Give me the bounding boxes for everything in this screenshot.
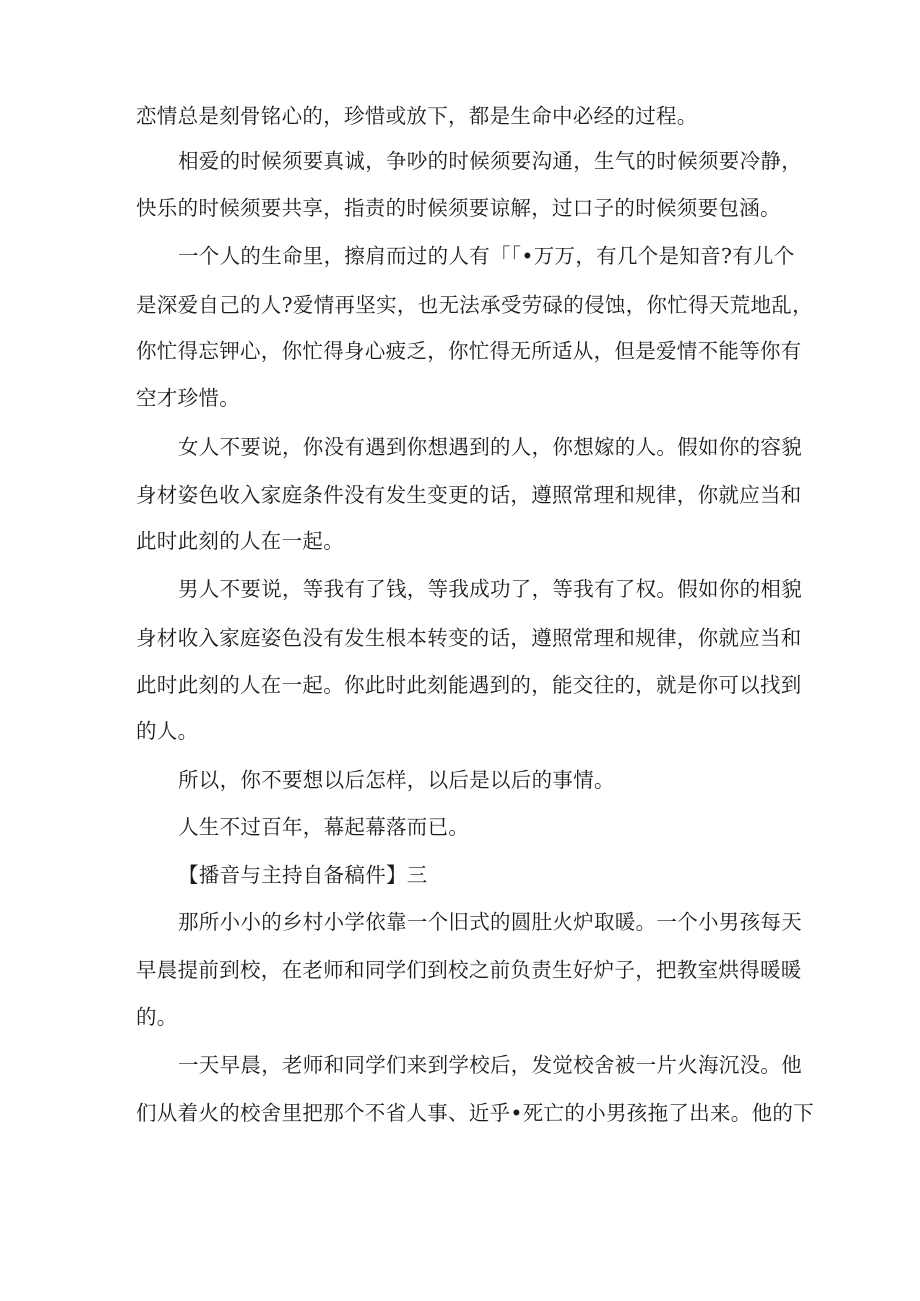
paragraph-start-line: 人生不过百年，幕起幕落而已。 (178, 815, 470, 839)
text-line: 快乐的时候须要共享，指责的时候须要谅解，过口子的时候须要包涵。 (136, 196, 781, 220)
paragraph-start-line: 相爱的时候须要真诚，争吵的时候须要沟通，生气的时候须要冷静， (178, 149, 802, 173)
section-heading: 【播音与主持自备稿件】三 (178, 863, 428, 887)
text-line: 是深爱自己的人?爱情再坚实，也无法承受劳碌的侵蚀，你忙得天荒地乱， (136, 293, 813, 317)
paragraph-start-line: 男人不要说，等我有了钱，等我成功了，等我有了权。假如你的相貌 (178, 577, 802, 601)
paragraph-start-line: 所以，你不要想以后怎样，以后是以后的事情。 (178, 768, 615, 792)
text-line: 身材姿色收入家庭条件没有发生变更的话，遵照常理和规律，你就应当和 (136, 483, 802, 507)
text-line: 的。 (136, 1005, 178, 1029)
text-line: 此时此刻的人在一起。你此时此刻能遇到的，能交往的，就是你可以找到 (136, 673, 802, 697)
text-line: 此时此刻的人在一起。 (136, 529, 344, 553)
paragraph-start-line: 女人不要说，你没有遇到你想遇到的人，你想嫁的人。假如你的容貌 (178, 435, 802, 459)
text-line: 们从着火的校舍里把那个不省人事、近乎•死亡的小男孩拖了出来。他的下 (136, 1101, 814, 1125)
text-line: 身材收入家庭姿色没有发生根本转变的话，遵照常理和规律，你就应当和 (136, 626, 802, 650)
text-line: 恋情总是刻骨铭心的，珍惜或放下，都是生命中必经的过程。 (136, 104, 698, 128)
paragraph-start-line: 一天早晨，老师和同学们来到学校后，发觉校舍被一片火海沉没。他 (178, 1053, 802, 1077)
paragraph-start-line: 一个人的生命里，擦肩而过的人有「「•万万，有几个是知音?有儿个 (178, 244, 795, 268)
text-line: 的人。 (136, 719, 199, 743)
paragraph-start-line: 那所小小的乡村小学依靠一个旧式的圆肚火炉取暖。一个小男孩每天 (178, 910, 802, 934)
text-line: 你忙得忘钾心，你忙得身心疲乏，你忙得无所适从，但是爱情不能等你有 (136, 339, 802, 363)
text-line: 早晨提前到校，在老师和同学们到校之前负责生好炉子，把教室烘得暖暖 (136, 958, 802, 982)
text-line: 空才珍惜。 (136, 386, 240, 410)
